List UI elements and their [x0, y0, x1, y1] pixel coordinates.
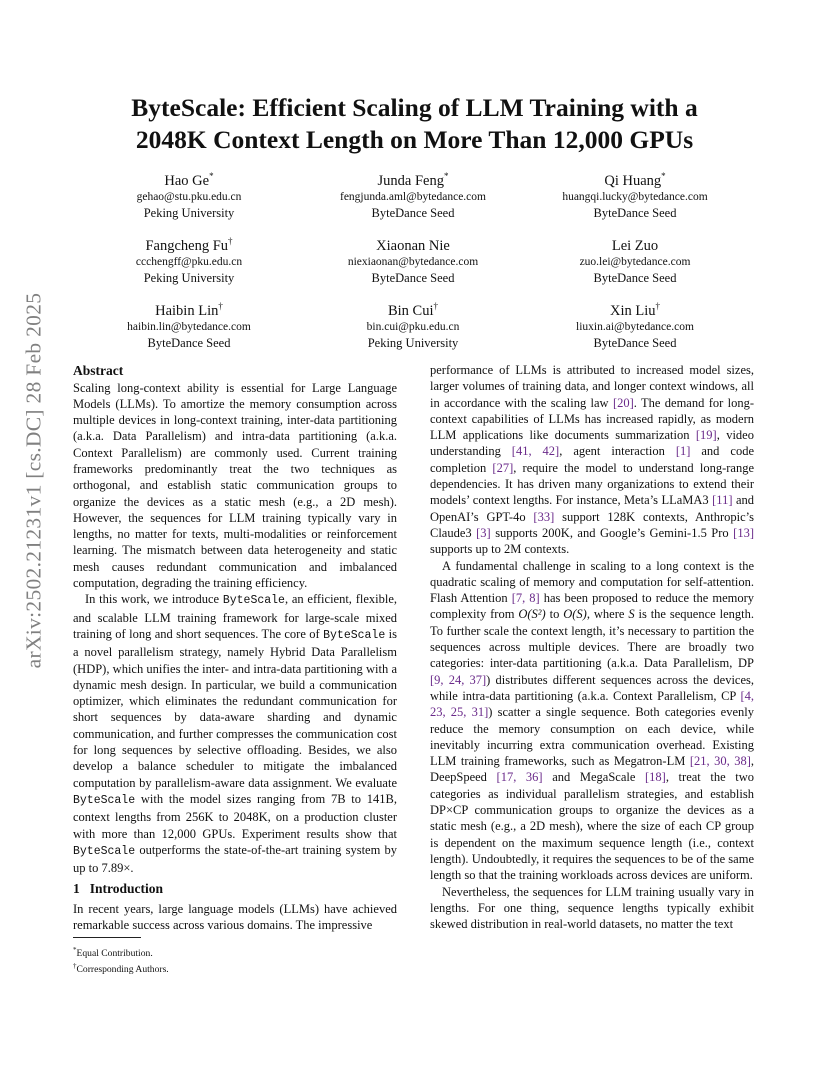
author-mark: *	[443, 171, 449, 182]
citation-link[interactable]: [9, 24, 37]	[430, 672, 487, 687]
author-affiliation: ByteDance Seed	[371, 206, 455, 220]
intro-paragraph: In recent years, large language models (LLMs) have achieved remarkable success across various domains. The impressive	[73, 901, 397, 933]
math-expression: S	[628, 607, 635, 622]
author-affiliation: ByteDance Seed	[593, 206, 677, 220]
footnote-divider	[73, 937, 141, 938]
author-block	[520, 172, 750, 221]
author-email: liuxin.ai@bytedance.com	[576, 321, 694, 333]
author-block	[74, 302, 304, 351]
footnotes	[73, 937, 397, 976]
author-email: ccchengff@pku.edu.cn	[135, 256, 243, 268]
citation-link[interactable]: [17, 36]	[496, 770, 543, 785]
author-affiliation: Peking University	[367, 336, 459, 350]
author-mark: *	[209, 171, 214, 182]
author-mark: †	[228, 236, 233, 247]
citation-link[interactable]: [33]	[533, 509, 555, 524]
arxiv-identifier: arXiv:2502.21231v1 [cs.DC] 28 Feb 2025	[21, 292, 46, 668]
footnote: †Corresponding Authors.	[73, 962, 169, 976]
code-term: ByteScale	[323, 628, 386, 642]
footnote-mark: †	[73, 962, 77, 971]
author-affiliation: Peking University	[143, 206, 235, 220]
math-expression: O(S)	[563, 607, 587, 622]
code-term: ByteScale	[73, 793, 136, 807]
author-mark: †	[655, 301, 660, 312]
author-email: zuo.lei@bytedance.com	[579, 256, 691, 268]
author-name: Xin Liu†	[609, 301, 660, 319]
footnote: *Equal Contribution.	[73, 946, 153, 960]
arxiv-identifier-sidebar	[14, 285, 54, 675]
author-name: Junda Feng*	[377, 171, 449, 189]
author-block	[298, 237, 528, 286]
author-name: Fangcheng Fu†	[145, 236, 233, 254]
author-affiliation: ByteDance Seed	[593, 336, 677, 350]
author-name: Xiaonan Nie	[376, 238, 450, 254]
footnote-mark: *	[73, 946, 77, 954]
citation-link[interactable]: [3]	[476, 525, 491, 540]
author-block	[298, 302, 528, 351]
author-block	[74, 237, 304, 286]
code-term: ByteScale	[222, 594, 285, 608]
author-affiliation: Peking University	[143, 271, 235, 285]
citation-link[interactable]: [20]	[612, 395, 634, 410]
author-name: Lei Zuo	[611, 238, 659, 254]
paper-title-line-1: ByteScale: Efficient Scaling of LLM Training with a	[131, 93, 698, 122]
body-paragraph: Nevertheless, the sequences for LLM training usually vary in lengths. For one thing, sequence lengths typically exhibit skewed distribution in real-world datasets, no matter the text	[430, 884, 754, 932]
math-expression: O(S²)	[518, 607, 546, 622]
author-email: haibin.lin@bytedance.com	[127, 321, 251, 333]
right-column	[430, 362, 754, 932]
abstract-paragraph: In this work, we introduce ByteScale, an efficient, flexible, and scalable LLM training framework for large-scale mixed training of long and short sequences. The core of ByteScale is a novel parallelism strategy, namely Hybrid Data Parallelism (HDP), which unifies the inter- and intra-data partitioning with a dynamic mesh design. In particular, we build a communication optimizer, which eliminates the redundant communication for short sequences by data-aware sharding and dynamic communication, and further compresses the communication cost for long sequences by selective offloading. Besides, we also develop a balance scheduler to mitigate the imbalanced computation by parallelism-aware data assignment. We evaluate ByteScale with the model sizes ranging from 7B to 141B, context lengths from 256K to 2048K, on a production cluster with more than 12,000 GPUs. Experiment results show that ByteScale outperforms the state-of-the-art training system by up to 7.89×.	[73, 592, 397, 876]
citation-link[interactable]: [11]	[712, 493, 733, 508]
author-mark: *	[661, 171, 666, 182]
author-name: Bin Cui†	[387, 301, 439, 319]
body-paragraph: performance of LLMs is attributed to increased model sizes, larger volumes of training data, and longer context windows, all in accordance with the scaling law [20]. The demand for long-context capabilities of LLMs has increased rapidly, as modern LLM applications like documents summarization [19], video understanding [41, 42], agent interaction [1] and code completion [27], require the model to understand long-range dependencies. It has driven many organizations to extend their models’ context lengths. For instance, Meta’s LLaMA3 [11] and OpenAI’s GPT-4o [33] support 128K contexts, Anthropic’s Claude3 [3] supports 200K, and Google’s Gemini-1.5 Pro [13] supports up to 2M contexts.	[430, 363, 755, 557]
author-affiliation: ByteDance Seed	[147, 336, 231, 350]
author-block	[520, 237, 750, 286]
author-block	[298, 172, 528, 221]
section-heading	[73, 880, 397, 897]
author-name: Haibin Lin†	[155, 301, 223, 319]
author-mark: †	[218, 301, 223, 312]
abstract-paragraph: Scaling long-context ability is essential for Large Language Models (LLMs). To amortize the memory consumption across multiple devices in long-context training, inter-data partitioning (a.k.a. Data Parallelism) and intra-data partitioning (a.k.a. Context Parallelism) are commonly used. Current training frameworks predominantly treat the two techniques as orthogonal, and establish static communication groups to organize the devices as a static mesh (e.g., a 2D mesh). However, the sequences for LLM training typically vary in lengths, no matter for texts, multi-modalities or reinforcement learning. The mismatch between data heterogeneity and static mesh causes redundant communication and imbalanced computation, degrading the training efficiency.	[73, 380, 397, 591]
citation-link[interactable]: [27]	[492, 460, 514, 475]
body-paragraph: A fundamental challenge in scaling to a long context is the quadratic scaling of memory and computation for self-attention. Flash Attention [7, 8] has been proposed to reduce the memory complexity from O(S²) to O(S), where S is the sequence length. To further scale the context length, it’s necessary to partition the sequences across multiple devices. There are broadly two categories: inter-data partitioning (a.k.a. Data Parallelism, DP [9, 24, 37]) distributes different sequences across the devices, while intra-data partitioning (a.k.a. Context Parallelism, CP [4, 23, 25, 31]) scatter a single sequence. Both categories evenly reduce the memory consumption on each device, while inevitably incurring extra communication overhead. Existing LLM training frameworks, such as Megatron-LM [21, 30, 38], DeepSpeed [17, 36] and MegaScale [18], treat the two categories as individual parallelism strategies, and establish DP×CP communication groups to organize the devices as a static mesh (e.g., a 2D mesh), where the size of each CP group is dependent on the maximum sequence length (i.e., context length). Undoubtedly, it requires the sequences to be of the same length so that the training workloads across devices are uniform.	[430, 558, 755, 883]
left-column	[73, 362, 397, 934]
citation-link[interactable]: [41, 42]	[511, 444, 560, 459]
code-term: ByteScale	[73, 844, 136, 858]
author-affiliation: ByteDance Seed	[593, 271, 677, 285]
citation-link[interactable]: [21, 30, 38]	[689, 754, 751, 769]
author-email: niexiaonan@bytedance.com	[347, 256, 479, 268]
citation-link[interactable]: [18]	[645, 770, 666, 785]
abstract-heading: Abstract	[73, 363, 124, 378]
author-block	[520, 302, 750, 351]
author-email: huangqi.lucky@bytedance.com	[562, 191, 708, 203]
citation-link[interactable]: [13]	[733, 525, 754, 540]
paper-title	[72, 92, 757, 156]
citation-link[interactable]: [1]	[675, 444, 691, 459]
section-title: Introduction	[89, 880, 164, 896]
author-block	[74, 172, 304, 221]
section-number: 1	[73, 880, 80, 896]
citation-link[interactable]: [19]	[695, 428, 717, 443]
author-email: gehao@stu.pku.edu.cn	[136, 191, 242, 203]
author-name: Qi Huang*	[604, 171, 666, 189]
author-affiliation: ByteDance Seed	[371, 271, 455, 285]
citation-link[interactable]: [4, 23, 25, 31]	[430, 688, 754, 720]
author-email: bin.cui@pku.edu.cn	[366, 321, 460, 333]
author-name: Hao Ge*	[164, 171, 214, 189]
author-mark: †	[433, 301, 439, 312]
citation-link[interactable]: [7, 8]	[511, 591, 540, 606]
author-email: fengjunda.aml@bytedance.com	[340, 191, 486, 203]
paper-title-line-2: 2048K Context Length on More Than 12,000 GPUs	[135, 125, 694, 154]
